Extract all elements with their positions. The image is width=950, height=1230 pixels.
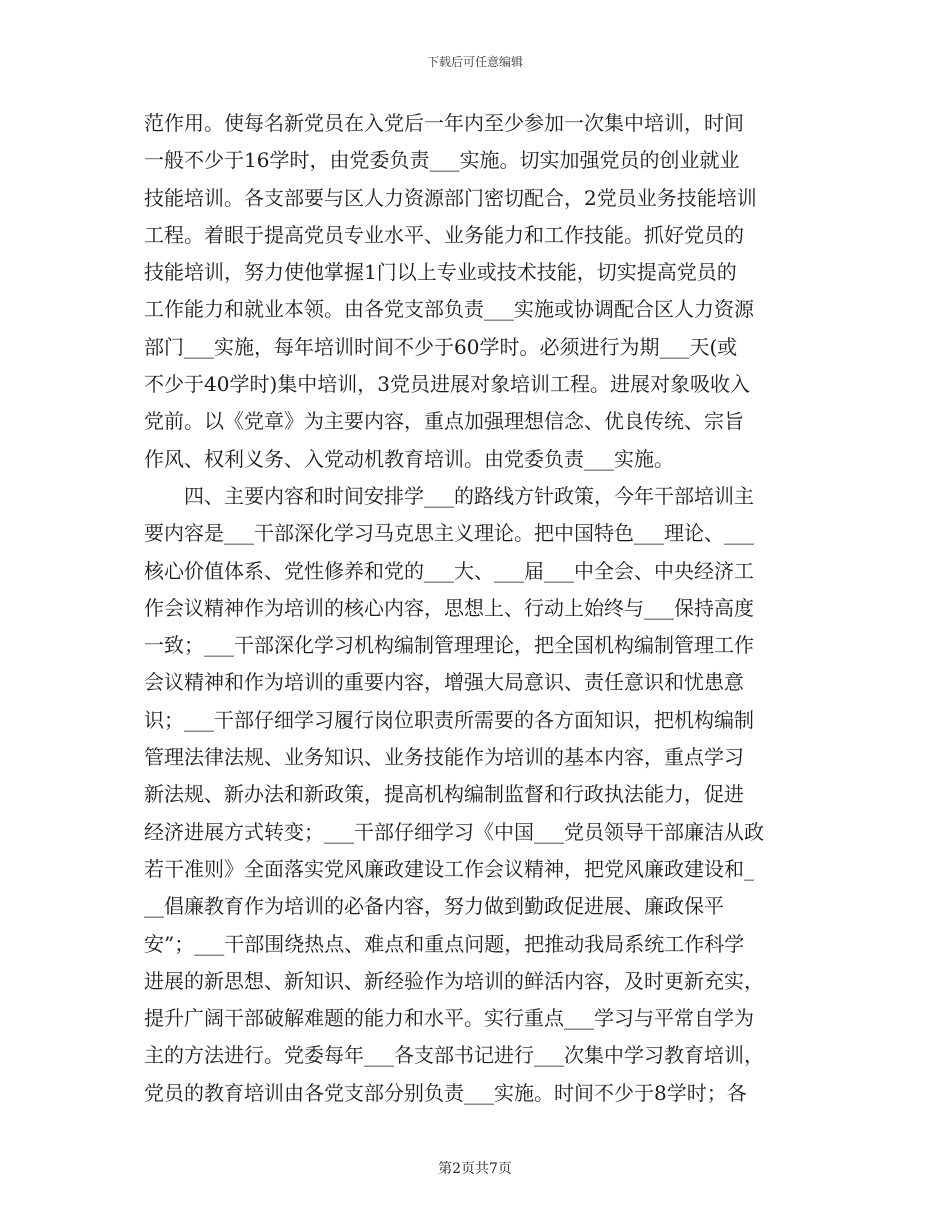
- text-line: 会议精神和作为培训的重要内容，增强大局意识、责任意识和忧患意: [144, 670, 744, 695]
- text-line: 作会议精神作为培训的核心内容，思想上、行动上始终与___保持高度: [144, 595, 754, 620]
- text-line: 新法规、新办法和新政策，提高机构编制监督和行政执法能力，促进: [144, 782, 744, 807]
- page-header: 下载后可任意编辑: [426, 55, 523, 69]
- text-line: 识；___干部仔细学习履行岗位职责所需要的各方面知识，把机构编制: [144, 707, 754, 732]
- document-body: [144, 105, 816, 1112]
- text-line: 管理法律法规、业务知识、业务技能作为培训的基本内容，重点学习: [144, 745, 744, 770]
- text-line: 提升广阔干部破解难题的能力和水平。实行重点___学习与平常自学为: [144, 1006, 754, 1031]
- text-line: 党前。以《党章》为主要内容，重点加强理想信念、优良传统、宗旨: [144, 409, 744, 434]
- text-line: 经济进展方式转变；___干部仔细学习《中国___党员领导干部廉洁从政: [144, 819, 764, 844]
- text-line: 不少于40学时)集中培训，3党员进展对象培训工程。进展对象吸收入: [144, 372, 750, 397]
- text-line: 进展的新思想、新知识、新经验作为培训的鲜活内容，及时更新充实，: [144, 968, 764, 993]
- text-line: 一致；___干部深化学习机构编制管理理论，把全国机构编制管理工作: [144, 633, 754, 658]
- text-line: 安”；___干部围绕热点、难点和重点问题，把推动我局系统工作科学: [144, 931, 745, 956]
- text-line: 技能培训，努力使他掌握1门以上专业或技术技能，切实提高党员的: [144, 260, 737, 285]
- text-line: 核心价值体系、党性修养和党的___大、___届___中全会、中央经济工: [144, 558, 754, 583]
- text-line: 范作用。使每名新党员在入党后一年内至少参加一次集中培训，时间: [144, 111, 744, 135]
- text-line: 一般不少于16学时，由党委负责___实施。切实加强党员的创业就业: [144, 148, 740, 173]
- text-line: 工程。着眼于提高党员专业水平、业务能力和工作技能。抓好党员的: [144, 222, 744, 247]
- text-line: 作风、权利义务、入党动机教育培训。由党委负责___实施。: [144, 446, 674, 471]
- text-line: 要内容是___干部深化学习马克思主义理论。把中国特色___理论、___: [144, 521, 754, 546]
- text-line: __倡廉教育作为培训的必备内容，努力做到勤政促进展、廉政保平: [144, 894, 724, 919]
- text-line: 四、主要内容和时间安排学___的路线方针政策，今年干部培训主: [144, 483, 754, 508]
- text-line: 技能培训。各支部要与区人力资源部门密切配合，2党员业务技能培训: [144, 185, 757, 210]
- page-footer: 第2页共7页: [438, 1161, 512, 1177]
- text-line: 主的方法进行。党委每年___各支部书记进行___次集中学习教育培训，: [144, 1043, 764, 1068]
- text-line: 若干准则》全面落实党风廉政建设工作会议精神，把党风廉政建设和_: [144, 856, 754, 881]
- text-line: 部门___实施，每年培训时间不少于60学时。必须进行为期___天(或: [144, 334, 738, 359]
- text-line: 党员的教育培训由各党支部分别负责___实施。时间不少于8学时；各: [144, 1080, 747, 1105]
- text-line: 工作能力和就业本领。由各党支部负责___实施或协调配合区人力资源: [144, 297, 754, 322]
